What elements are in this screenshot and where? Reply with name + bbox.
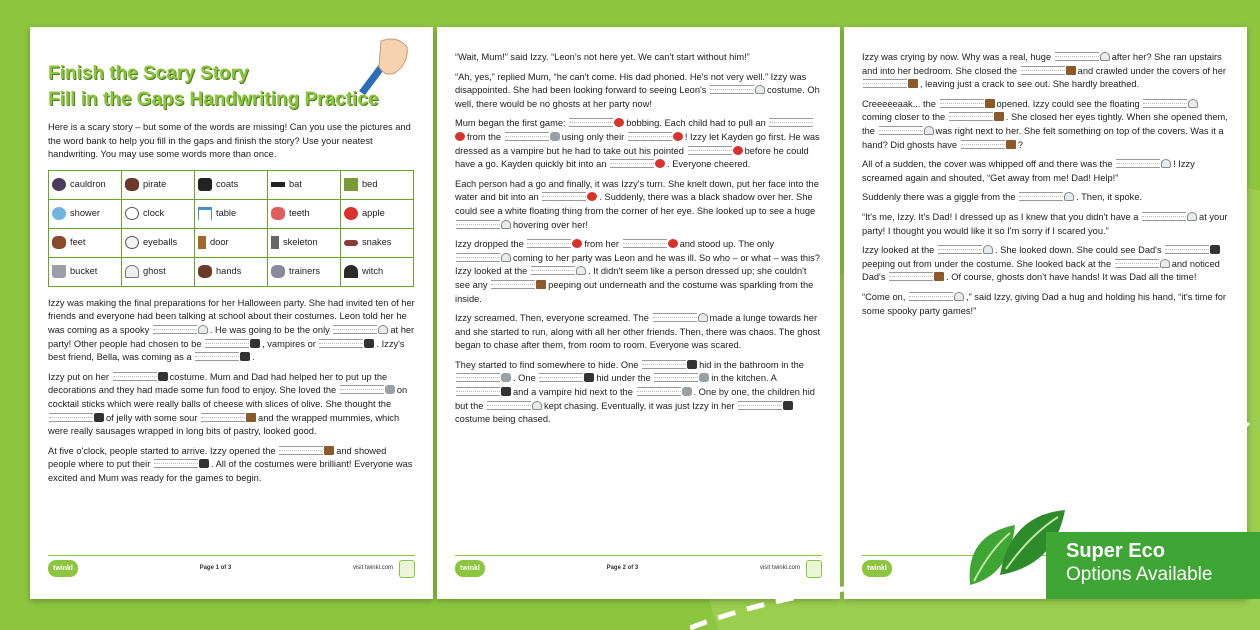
story-paragraph [862,158,1229,185]
ghost-icon [1064,192,1074,201]
ghost-icon [698,313,708,322]
answer-gap[interactable] [863,79,907,88]
story-paragraph [48,297,415,365]
word-pirate: pirate [143,178,167,189]
answer-gap[interactable] [1021,66,1065,75]
story-text: at her party! Other people had chosen to be [48,324,415,349]
teeth-icon [733,146,743,155]
ghost-icon [125,265,139,278]
answer-gap[interactable] [113,372,157,381]
story-text: using only their [561,131,625,142]
answer-gap[interactable] [49,413,93,422]
story-paragraph [455,71,822,112]
word-bank-row [49,228,414,257]
ghost-icon [1187,212,1197,221]
word-bank-cell [195,257,268,286]
ghost-icon [501,253,511,262]
answer-gap[interactable] [539,373,583,382]
story-text: and stood up. The only [679,239,774,250]
answer-gap[interactable] [610,159,654,168]
teeth-icon [673,132,683,141]
trainers-icon [1210,245,1220,254]
answer-gap[interactable] [738,401,782,410]
clock-icon [682,387,692,396]
door-icon [1066,66,1076,75]
page-number: Page 1 of 3 [199,564,232,571]
story-text: Izzy was crying by now. Why was a real, huge [862,52,1052,62]
story-text: . She looked down. She could see Dad's [994,245,1162,256]
cauldron-icon [52,178,66,191]
bed-icon [994,112,1004,121]
eco-title: Super Eco [1066,540,1165,562]
trainers-icon [271,265,285,278]
story-text: hid in the bathroom in the [699,359,804,370]
bed-icon [908,79,918,88]
story-text: . One by one, the children hid but the [455,387,815,411]
story-paragraph [455,312,822,353]
answer-gap[interactable] [333,325,377,334]
apple-icon [572,239,582,248]
word-bank-cell [341,228,414,257]
answer-gap[interactable] [527,239,571,248]
story-text: “Come on, [862,291,906,302]
story-text: ? [1017,139,1023,150]
bat-icon [783,401,793,410]
story-text: hovering over her! [513,219,588,230]
story-text: ! Izzy screamed again and shouted, “Get away from me! Dad! Help!” [862,159,1195,183]
word-hands: hands [216,265,242,276]
answer-gap[interactable] [319,339,363,348]
coats-icon [198,178,212,191]
eyeballs-icon [125,236,139,249]
answer-gap[interactable] [654,373,698,382]
feet-icon [52,236,66,249]
word-bank-cell [122,228,195,257]
story-text: ! Izzy let Kayden go first. He was dressed as a vampire but he had to take out his pointed [455,131,820,156]
answer-gap[interactable] [642,360,686,369]
word-bank-cell [268,228,341,257]
word-teeth: teeth [289,207,310,218]
story-text: costume. Oh well, there would be no ghosts at her party now! [455,85,820,109]
story-text: “It's me, Izzy. It's Dad! I dressed up as I knew that you didn't have a [862,211,1139,222]
witch-icon [240,352,250,361]
snakes-icon [246,413,256,422]
word-bed: bed [362,178,378,189]
word-coats: coats [216,178,239,189]
ghost-icon [954,292,964,301]
word-witch: witch [362,265,384,276]
answer-gap[interactable] [879,126,923,135]
bucket-icon [52,265,66,278]
bucket-icon [550,132,560,141]
shower-icon [52,207,66,220]
story-text: from her [584,239,619,250]
story-text: and noticed Dad's [862,258,1220,283]
story-text: from the [467,131,502,142]
writing-hand-icon [351,33,411,95]
word-bank-row [49,257,414,286]
story-text: coming closer to the [862,112,946,123]
story-text: after her? She ran upstairs and into her bedroom. She closed the [862,52,1222,76]
answer-gap[interactable] [505,132,549,141]
word-bat: bat [289,178,302,189]
door-icon [985,99,995,108]
answer-gap[interactable] [279,446,323,455]
ghost-icon [532,401,542,410]
title-line-1: Finish the Scary Story [48,63,249,84]
story-text: and showed people where to put their [48,445,387,470]
bat-icon [158,372,168,381]
twinkl-logo: twinkl [48,560,78,578]
story-paragraph [862,51,1229,92]
coats-icon [199,459,209,468]
pirate-icon [501,387,511,396]
table-icon [198,207,212,220]
ghost-icon [983,245,993,254]
story-text: . Everyone cheered. [667,159,751,170]
word-table: table [216,207,237,218]
word-ghost: ghost [143,265,166,276]
site-link[interactable]: visit twinkl.com [759,564,800,571]
cauldron-icon [94,413,104,422]
story-text: coming to her party was Leon and he was ill. So who – or what – was this? Izzy looked at the [455,252,820,277]
door-icon [198,236,206,249]
story-text: was right next to her. She felt something on top of the covers. Was it a hand? Did ghosts have [862,125,1224,150]
title-line-2: Fill in the Gaps Handwriting Practice [48,89,379,110]
ghost-icon [1100,52,1110,61]
story-text: on cocktail sticks which were really balls of cheese with slices of olive. She thought the [48,385,408,409]
ghost-icon [1188,99,1198,108]
story-text: costume being chased. [455,414,551,425]
word-bank-cell [268,257,341,286]
answer-gap[interactable] [154,459,198,468]
ghost-icon [1160,259,1170,268]
word-bank-cell [268,199,341,228]
word-bank-cell [195,228,268,257]
story-text: At five o'clock, people started to arrive. Izzy opened the [48,445,276,456]
worksheet-page-2 [437,27,840,599]
answer-gap[interactable] [637,387,681,396]
snakes-icon [344,240,358,246]
witch-icon [344,265,358,278]
story-paragraph [862,244,1229,285]
story-text: All of a sudden, the cover was whipped off and there was the [862,159,1113,170]
story-paragraph [455,178,822,232]
ghost-icon [1161,159,1171,168]
word-bank-cell [122,199,195,228]
answer-gap[interactable] [938,245,982,254]
story-text: kept chasing. Eventually, it was just Izzy in her [544,400,735,411]
answer-gap[interactable] [1143,99,1187,108]
word-bank-cell [49,257,122,286]
answer-gap[interactable] [769,118,813,127]
witch-icon [584,373,594,382]
story-paragraph [48,445,415,486]
answer-gap[interactable] [491,280,535,289]
answer-gap[interactable] [1019,192,1063,201]
story-text: . All of the costumes were brilliant! Everyone was excited and Mum was ready for the games to begin. [48,459,413,483]
worksheet-page-1 [30,27,433,599]
door-icon [324,446,334,455]
word-feet: feet [70,236,86,247]
answer-gap[interactable] [1165,245,1209,254]
answer-gap[interactable] [628,132,672,141]
story-text: peeping out underneath and the costume was sparkling from the inside. [455,279,814,304]
hands-icon [1006,140,1016,149]
pirate-icon [125,178,139,191]
word-bank-cell [341,257,414,286]
answer-gap[interactable] [205,339,249,348]
page-number: Page 2 of 3 [606,564,639,571]
word-bank-row [49,199,414,228]
story-text: Izzy dropped the [455,239,524,250]
story-text: Izzy looked at the [862,245,935,256]
word-skeleton: skeleton [283,236,318,247]
story-text: made a lunge towards her and she started to run, along with all her other friends. Then, there was chaos. The ghost began to chase after them, from room to room. Everyone was scared. [455,313,821,351]
story-paragraph [862,291,1229,318]
word-trainers: trainers [289,265,321,276]
answer-gap[interactable] [710,85,754,94]
teeth-icon [668,239,678,248]
story-text: They started to find somewhere to hide. One [455,359,639,370]
story-text: Mum began the first game: [455,118,566,129]
word-eyeballs: eyeballs [143,236,178,247]
story-text: in the kitchen. A [711,373,777,384]
word-shower: shower [70,207,100,218]
word-bank-cell [122,257,195,286]
answer-gap[interactable] [531,266,575,275]
skeleton-icon [364,339,374,348]
answer-gap[interactable] [456,253,500,262]
ghost-icon [501,220,511,229]
twinkl-logo: twinkl [862,560,892,578]
apple-icon [655,159,665,168]
story-text: Each person had a go and finally, it was Izzy's turn. She knelt down, put her face into the water and bit into an [455,178,819,203]
answer-gap[interactable] [1142,212,1186,221]
story-text: “Ah, yes,” replied Mum, “he can't come. His dad phoned. He's not very well.” Izzy was disappointed. She had been looking forward to seeing Leon's [455,71,807,96]
intro-text: Here is a scary story – but some of the words are missing! Can you use the pictures and the word bank to help you fill in the gaps and finish the story? Use your neatest handwriting. You may use some words more than once. [48,122,411,160]
story-text: before he could have a go. Kayden quickly bit into an [455,145,809,170]
answer-gap[interactable] [949,112,993,121]
story-paragraph [455,117,822,171]
word-bank-cell [195,199,268,228]
ghost-icon [576,266,586,275]
eco-subtitle: Options Available [1066,564,1213,585]
teeth-icon [271,207,285,220]
hands-icon [934,272,944,281]
answer-gap[interactable] [542,192,586,201]
stars-decoration-icon [1110,330,1260,520]
story-text: peeping out from under the costume. She looked back at the [862,258,1112,269]
story-text: . He was going to be the only [209,324,330,335]
answer-gap[interactable] [153,325,197,334]
answer-gap[interactable] [961,140,1005,149]
story-text: Izzy screamed. Then, everyone screamed. The [455,313,649,324]
answer-gap[interactable] [195,352,239,361]
apple-icon [344,207,358,220]
bat-icon [271,182,285,187]
answer-gap[interactable] [456,220,500,229]
story-text: and a vampire hid next to the [513,387,633,398]
footer-right [353,560,415,578]
apple-icon [614,118,624,127]
answer-gap[interactable] [456,387,500,396]
story-paragraph [862,191,1229,205]
answer-gap[interactable] [688,146,732,155]
story-paragraph: “Wait, Mum!” said Izzy. “Leon's not here yet. We can't start without him!” [455,52,750,62]
feet-icon [536,280,546,289]
word-door: door [210,236,229,247]
story-paragraph [862,211,1229,238]
table-icon [699,373,709,382]
story-text: Izzy was making the final preparations for her Halloween party. She had invited ten of her friends and everyone had been talking at school about their costumes. Leon told her he was coming as a spooky [48,297,415,335]
story-text: . Then, it spoke. [1076,192,1143,203]
answer-gap[interactable] [940,99,984,108]
eco-options-banner[interactable] [1046,532,1260,599]
word-apple: apple [362,207,385,218]
story-text: costume. Mum and Dad had helped her to put up the decorations and they had made some fun food to enjoy. She loved the [48,371,388,396]
story-text: bobbing. Each child had to pull an [626,118,766,129]
story-text: Izzy put on her [48,371,109,382]
word-bank-cell [122,170,195,199]
answer-gap[interactable] [456,373,500,382]
word-bank-row [49,170,414,199]
story-text: . She closed her eyes tightly. When she opened them, the [862,112,1228,136]
answer-gap[interactable] [889,272,933,281]
story-paragraph [862,98,1229,152]
answer-gap[interactable] [201,413,245,422]
ghost-icon [378,325,388,334]
story-paragraph [48,371,415,439]
apple-icon [455,132,465,141]
story-text: and the wrapped mummies, which were really sausages wrapped in long bits of pastry, looked good. [48,412,400,437]
story-text: of jelly with some sour [106,412,198,423]
story-text: . Izzy's best friend, Bella, was coming as a [48,338,405,363]
skeleton-icon [687,360,697,369]
shower-icon [501,373,511,382]
word-bank-cell [341,199,414,228]
answer-gap[interactable] [653,313,697,322]
word-bank-cell [49,228,122,257]
page-footer [48,555,415,575]
story-text: opened. Izzy could see the floating [996,98,1140,109]
site-link[interactable]: visit twinkl.com [352,564,393,571]
answer-gap[interactable] [569,118,613,127]
answer-gap[interactable] [487,401,531,410]
story-text: Creeeeeaak... the [862,98,936,109]
story-text: ,” said Izzy, giving Dad a hug and holding his hand, “it's time for some spooky party games!” [862,291,1226,316]
answer-gap[interactable] [1115,259,1159,268]
story-paragraph [455,359,822,427]
story-text: . Of course, ghosts don't have hands! It was Dad all the time! [946,272,1197,283]
word-bank-cell [49,170,122,199]
story-text: . It didn't seem like a person dressed up; she couldn't see any [455,266,807,290]
word-snakes: snakes [362,236,392,247]
word-bank-cell [341,170,414,199]
word-bank-cell [195,170,268,199]
story-text: . Suddenly, there was a black shadow over her. She could see a white floating thing from the corner of her eye. She looked up to see a huge [455,192,816,216]
story-text: . [252,352,255,363]
word-cauldron: cauldron [70,178,106,189]
quality-badge-icon [399,560,415,578]
bed-icon [344,178,358,191]
word-bank-cell [49,199,122,228]
answer-gap[interactable] [340,385,384,394]
word-bucket: bucket [70,265,98,276]
story-text: hid under the [596,373,651,384]
ghost-icon [755,85,765,94]
answer-gap[interactable] [1055,52,1099,61]
story-text: Suddenly there was a giggle from the [862,192,1016,203]
skeleton-icon [271,236,279,249]
twinkl-logo: twinkl [455,560,485,578]
answer-gap[interactable] [909,292,953,301]
word-bank-cell [268,170,341,199]
hands-icon [198,265,212,278]
ghost-icon [198,325,208,334]
story-text: and crawled under the covers of her [1077,65,1226,76]
answer-gap[interactable] [623,239,667,248]
pirate-icon [250,339,260,348]
answer-gap[interactable] [1116,159,1160,168]
story-text: , leaving just a crack to see out. She hardly breathed. [920,79,1140,90]
story-paragraph [455,238,822,306]
clock-icon [125,207,139,220]
story-text: . One [513,373,536,384]
eyeballs-icon [385,385,395,394]
story-text: at your party! I thought you would like it so I'm sorry if I scared you.” [862,211,1228,236]
story-text: , vampires or [262,338,316,349]
word-clock: clock [143,207,165,218]
word-bank-table [48,170,414,287]
ghost-icon [924,126,934,135]
apple-icon [587,192,597,201]
